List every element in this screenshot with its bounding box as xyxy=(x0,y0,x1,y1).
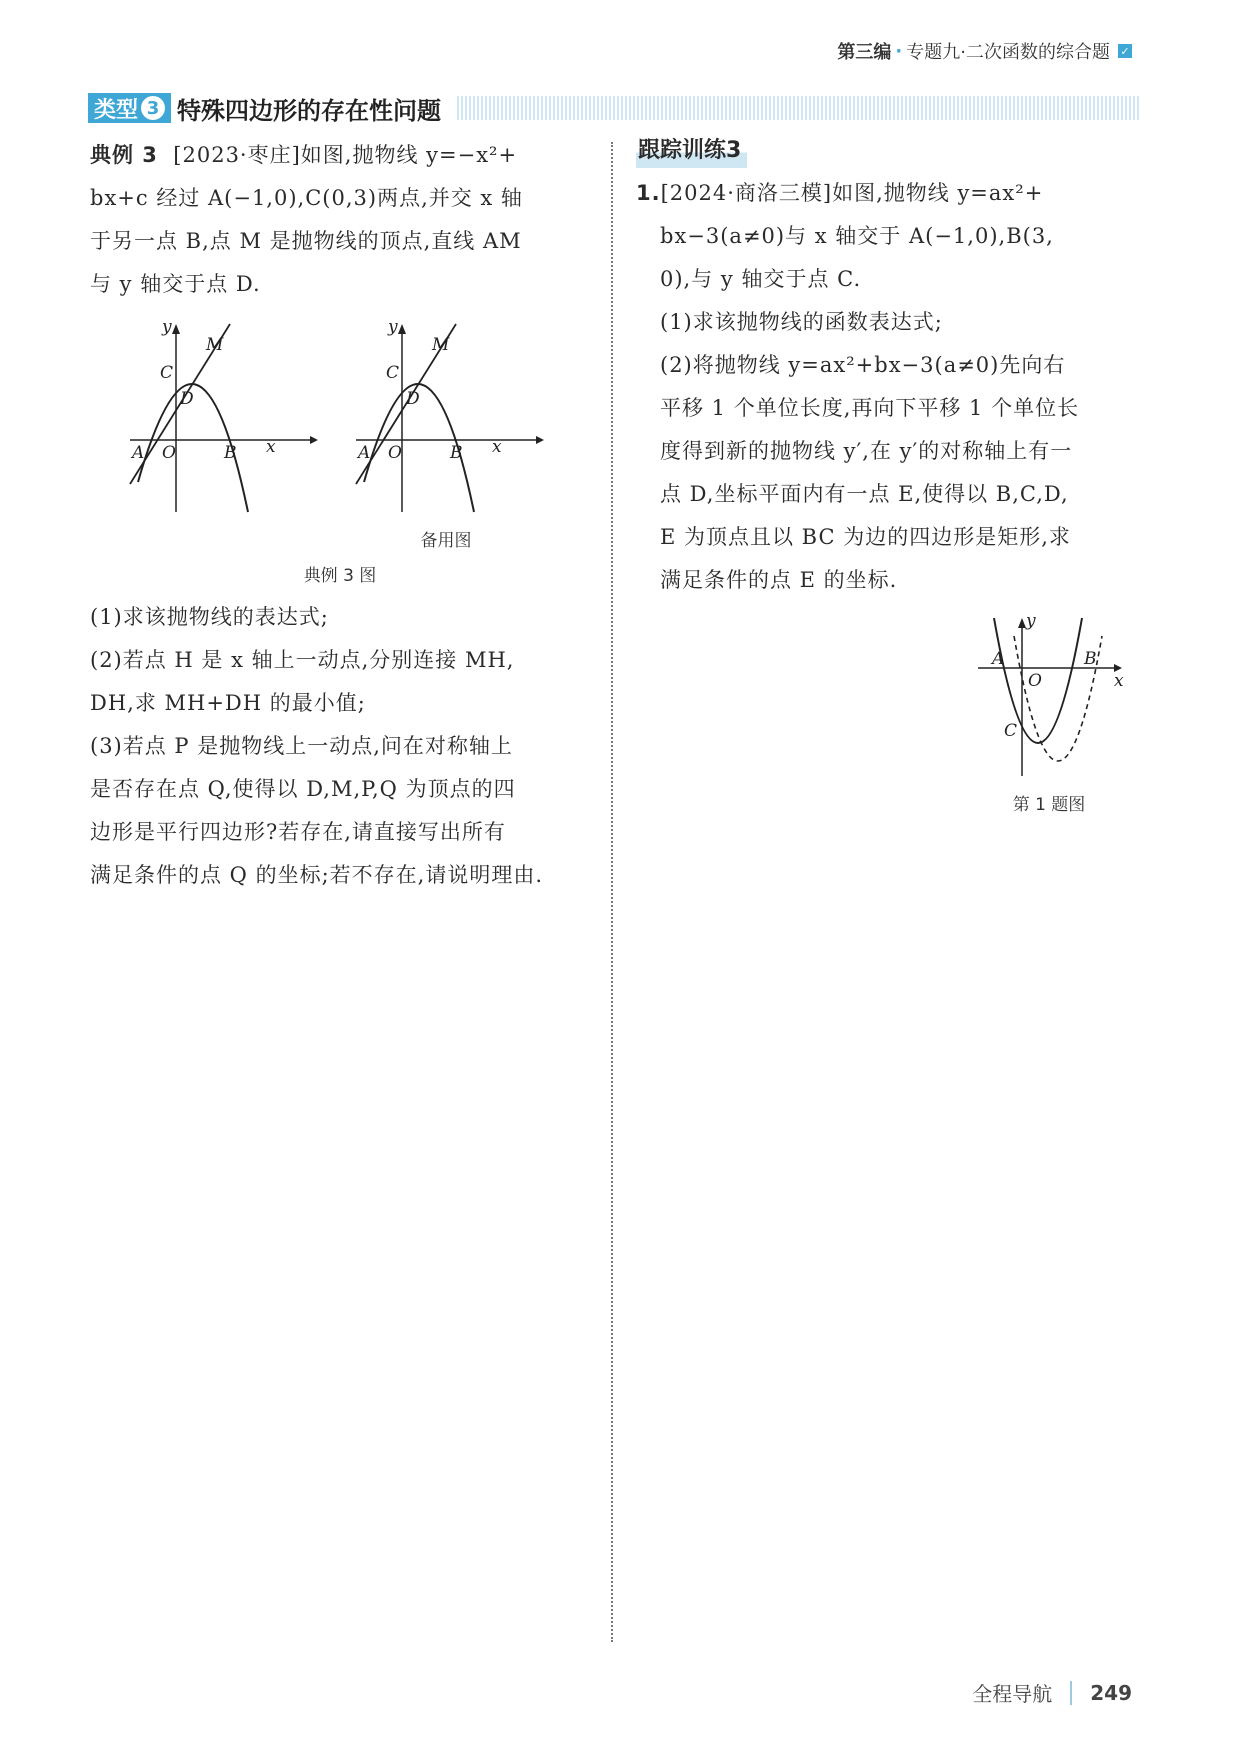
question-line-4: (3)若点 P 是抛物线上一动点,问在对称轴上 xyxy=(90,734,513,758)
example-column xyxy=(90,134,590,897)
practice-line-8: 点 D,坐标平面内有一点 E,使得以 B,C,D, xyxy=(660,482,1069,506)
check-icon: ✓ xyxy=(1118,44,1132,58)
practice-line-1 xyxy=(636,172,1136,215)
example-line-3: 于另一点 B,点 M 是抛物线的顶点,直线 AM xyxy=(90,229,522,253)
practice-text-1: [2024·商洛三模]如图,抛物线 y=ax²+ xyxy=(660,181,1044,205)
practice-line-9: E 为顶点且以 BC 为边的四边形是矩形,求 xyxy=(660,525,1071,549)
label-d: D xyxy=(180,389,194,409)
practice-graph xyxy=(974,616,1124,786)
footer-separator xyxy=(1070,1681,1072,1705)
practice-number: 1. xyxy=(636,181,661,205)
label-y: y xyxy=(388,317,398,337)
label-a: A xyxy=(992,649,1005,669)
practice-figure-caption: 第 1 题图 xyxy=(1012,795,1086,815)
practice-line-10: 满足条件的点 E 的坐标. xyxy=(660,568,898,592)
example-line-1 xyxy=(90,134,590,177)
y-axis-arrow-icon xyxy=(398,324,406,334)
example-line-2: bx+c 经过 A(−1,0),C(0,3)两点,并交 x 轴 xyxy=(90,186,523,210)
label-o: O xyxy=(162,443,176,463)
label-x: x xyxy=(266,437,276,457)
label-m: M xyxy=(432,335,450,355)
page-number: 249 xyxy=(1090,1680,1132,1705)
label-b: B xyxy=(224,443,237,463)
header-dot: · xyxy=(895,40,903,62)
label-x: x xyxy=(1114,671,1124,691)
y-axis-arrow-icon xyxy=(172,324,180,334)
x-axis-arrow-icon xyxy=(310,436,318,444)
header-topic: 专题九·二次函数的综合题 xyxy=(906,42,1110,63)
practice-line-4: (1)求该抛物线的函数表达式; xyxy=(660,310,943,334)
practice-line-5: (2)将抛物线 y=ax²+bx−3(a≠0)先向右 xyxy=(660,353,1066,377)
example-graph xyxy=(120,312,320,522)
question-line-1: (1)求该抛物线的表达式; xyxy=(90,605,329,629)
example-figure-main xyxy=(120,312,320,551)
question-line-7: 满足条件的点 Q 的坐标;若不存在,请说明理由. xyxy=(90,863,543,887)
example-line-4: 与 y 轴交于点 D. xyxy=(90,272,261,296)
example-text-1: [2023·枣庄]如图,抛物线 y=−x²+ xyxy=(173,143,518,167)
example-label: 典例 3 xyxy=(90,143,158,167)
column-divider xyxy=(611,142,613,1642)
label-c: C xyxy=(386,363,400,383)
label-d: D xyxy=(406,389,420,409)
spare-figure-caption: 备用图 xyxy=(420,531,472,551)
example-figure-caption: 典例 3 图 xyxy=(303,566,377,586)
page-header xyxy=(837,38,1132,64)
question-line-5: 是否存在点 Q,使得以 D,M,P,Q 为顶点的四 xyxy=(90,777,516,801)
section-type-bar xyxy=(88,92,1140,124)
label-o: O xyxy=(1028,671,1042,691)
question-line-6: 边形是平行四边形?若存在,请直接写出所有 xyxy=(90,820,506,844)
label-m: M xyxy=(206,335,224,355)
practice-line-6: 平移 1 个单位长度,再向下平移 1 个单位长 xyxy=(660,396,1080,420)
y-axis-arrow-icon xyxy=(1018,618,1026,628)
label-c: C xyxy=(160,363,174,383)
type-tag xyxy=(88,93,171,123)
practice-line-3: 0),与 y 轴交于点 C. xyxy=(660,267,862,291)
label-a: A xyxy=(132,443,145,463)
label-x: x xyxy=(492,437,502,457)
example-figure-spare xyxy=(346,312,546,551)
practice-line-2: bx−3(a≠0)与 x 轴交于 A(−1,0),B(3, xyxy=(660,224,1054,248)
spare-graph xyxy=(346,312,546,522)
type-number-badge: 3 xyxy=(141,96,165,120)
page-footer xyxy=(972,1678,1132,1707)
example-figures xyxy=(120,312,590,551)
label-c: C xyxy=(1004,721,1018,741)
decorative-stripes xyxy=(457,96,1140,120)
section-title: 特殊四边形的存在性问题 xyxy=(177,96,442,125)
practice-column xyxy=(636,134,1136,815)
footer-book-title: 全程导航 xyxy=(972,1682,1053,1706)
header-part: 第三编 xyxy=(837,42,892,63)
question-line-2: (2)若点 H 是 x 轴上一动点,分别连接 MH, xyxy=(90,648,515,672)
label-a: A xyxy=(358,443,371,463)
practice-figure xyxy=(974,616,1124,815)
practice-line-7: 度得到新的抛物线 y′,在 y′的对称轴上有一 xyxy=(660,439,1073,463)
label-y: y xyxy=(1026,616,1036,631)
label-b: B xyxy=(450,443,463,463)
label-b: B xyxy=(1084,649,1097,669)
x-axis-arrow-icon xyxy=(536,436,544,444)
label-y: y xyxy=(162,317,172,337)
label-o: O xyxy=(388,443,402,463)
type-tag-label: 类型 xyxy=(94,97,139,123)
question-line-3: DH,求 MH+DH 的最小值; xyxy=(90,691,366,715)
practice-title: 跟踪训练3 xyxy=(636,134,747,168)
